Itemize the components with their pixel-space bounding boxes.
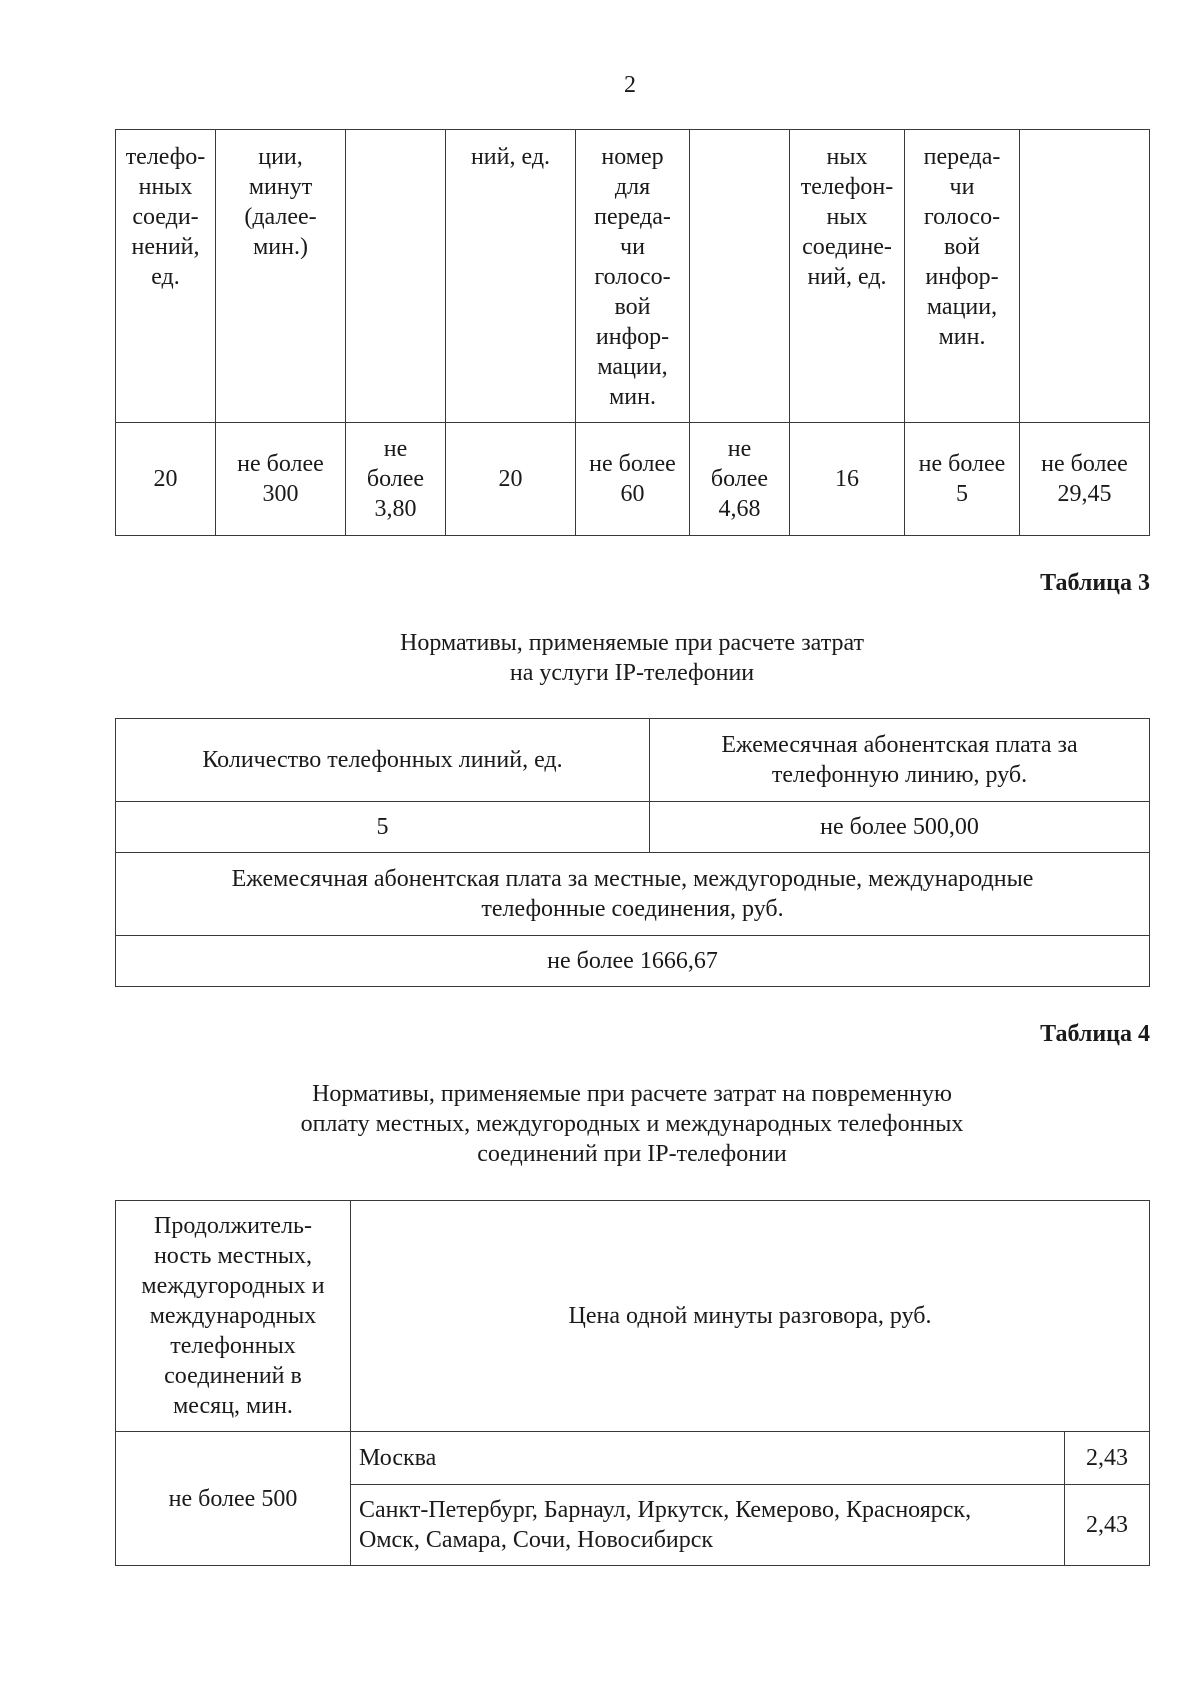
table-2-header-cell-line: соеди- <box>132 204 199 230</box>
table-2-value-cell-line: не более <box>589 451 676 477</box>
table-2-value-cell <box>790 423 905 536</box>
table-2-header-cell <box>790 130 905 423</box>
table-2-header-cell-line: инфор- <box>925 264 999 290</box>
header-line: месяц, мин. <box>173 1393 293 1419</box>
city-cell <box>351 1485 1065 1566</box>
table-2-header-cell-line: чи <box>949 174 975 200</box>
wide-header <box>116 853 1150 936</box>
col-header-duration <box>116 1201 351 1432</box>
header-line: телефонные соединения, руб. <box>481 896 784 922</box>
duration-value: не более 500 <box>116 1432 351 1566</box>
header-line: Ежемесячная абонентская плата за <box>721 732 1078 758</box>
table-2-continuation <box>115 129 1150 536</box>
price-cell: 2,43 <box>1065 1485 1150 1566</box>
city-line: Санкт-Петербург, Барнаул, Иркутск, Кемерово, Красноярск, <box>359 1497 972 1523</box>
table-2-value-cell-line: 5 <box>956 481 968 507</box>
table-2-value-cell-line: не <box>383 436 408 462</box>
table-2-value-cell-line: 4,68 <box>718 496 761 522</box>
table-2-header-cell <box>446 130 576 423</box>
table-2-header-cell-line: мин. <box>609 384 656 410</box>
table-2-header-cell-line: вой <box>614 294 651 320</box>
header-line: междугородных и <box>141 1273 325 1299</box>
table-2-header-cell-line: переда- <box>923 144 1001 170</box>
table-2-header-cell-line: ний, ед. <box>470 144 551 170</box>
table-2-value-cell-line: не более <box>918 451 1006 477</box>
caption-line: Нормативы, применяемые при расчете затрат на повременную <box>312 1081 952 1107</box>
table-2-value-cell <box>346 423 446 536</box>
table-2-header-cell <box>216 130 346 423</box>
caption-line: оплату местных, междугородных и международных телефонных <box>300 1111 964 1137</box>
table-2-header-cell-line: (далее- <box>244 204 317 230</box>
table-2-header-cell-line: ний, ед. <box>807 264 887 290</box>
table-2-header-cell-line: телефо- <box>125 144 206 170</box>
table-2-header-cell-line: нений, <box>131 234 200 260</box>
table-2-value-cell-line: не более <box>237 451 324 477</box>
col-header-monthly-fee <box>650 719 1150 802</box>
table-2-header-row <box>116 130 1150 423</box>
header-line: Ежемесячная абонентская плата за местные, междугородные, международные <box>231 866 1034 892</box>
city-cell <box>351 1432 1065 1485</box>
table-2-value-cell-line: 20 <box>153 466 178 492</box>
page-number: 2 <box>624 72 636 98</box>
table-2-value-cell-line: 60 <box>620 481 645 507</box>
header-line: ность местных, <box>153 1243 313 1269</box>
table-2-header-cell-line: мин. <box>938 324 986 350</box>
table-4-label: Таблица 4 <box>1040 1021 1150 1047</box>
table-2-header-cell-line: голосо- <box>923 204 1001 230</box>
caption-line: соединений при IP-телефонии <box>477 1141 787 1167</box>
lines-count-value: 5 <box>116 802 650 853</box>
caption-line: на услуги IP-телефонии <box>509 660 755 686</box>
table-2-header-cell-line: нных <box>138 174 193 200</box>
table-2-header-cell-line: ных <box>826 204 868 230</box>
header-line: телефонных <box>170 1333 296 1359</box>
table-2-value-cell-line: не <box>727 436 752 462</box>
table-2-value-cell-line: 29,45 <box>1057 481 1112 507</box>
table-2-value-cell <box>1020 423 1150 536</box>
table-3-caption <box>115 628 1149 688</box>
table-2-header-cell-line: номер <box>601 144 664 170</box>
header-line: Продолжитель- <box>154 1213 312 1239</box>
table-2-header-cell-line: голосо- <box>594 264 671 290</box>
table-2-value-cell <box>116 423 216 536</box>
header-line: телефонную линию, руб. <box>771 762 1028 788</box>
table-2-value-cell <box>905 423 1020 536</box>
table-2-header-cell-line: телефон- <box>800 174 894 200</box>
table-2-header-cell-line: переда- <box>594 204 671 230</box>
table-2-value-cell <box>446 423 576 536</box>
table-2-header-cell <box>690 130 790 423</box>
table-2-header-cell-line: чи <box>620 234 645 260</box>
table-2-header-cell <box>116 130 216 423</box>
table-2-value-cell <box>576 423 690 536</box>
table-2-header-cell-line: ных <box>826 144 868 170</box>
city-line: Москва <box>359 1445 437 1471</box>
table-2-header-cell-line: минут <box>248 174 313 200</box>
table-2-value-cell-line: 16 <box>835 466 859 492</box>
table-4-caption <box>115 1079 1149 1169</box>
table-2-header-cell <box>346 130 446 423</box>
table-2-header-cell-line: ед. <box>151 264 180 290</box>
table-2-value-cell <box>216 423 346 536</box>
table-2-value-cell-line: более <box>366 466 425 492</box>
table-2-header-cell-line: мации, <box>926 294 998 320</box>
table-4 <box>115 1200 1150 1566</box>
price-cell: 2,43 <box>1065 1432 1150 1485</box>
caption-line: Нормативы, применяемые при расчете затрат <box>399 630 865 656</box>
table-2-value-cell-line: 20 <box>498 466 523 492</box>
table-2-value-cell-line: более <box>710 466 769 492</box>
city-line: Омск, Самара, Сочи, Новосибирск <box>359 1527 714 1553</box>
header-line: соединений в <box>164 1363 302 1389</box>
table-2-header-cell <box>905 130 1020 423</box>
table-2-header-cell-line: мин.) <box>253 234 308 260</box>
header-line: международных <box>149 1303 317 1329</box>
monthly-fee-value: не более 500,00 <box>650 802 1150 853</box>
table-2-header-cell-line: соедине- <box>802 234 892 260</box>
table-2-header-cell-line: инфор- <box>595 324 670 350</box>
table-2-value-cell-line: 3,80 <box>374 496 417 522</box>
table-2-header-cell <box>1020 130 1150 423</box>
table-3-label: Таблица 3 <box>1040 570 1150 596</box>
table-2-value-row <box>116 423 1150 536</box>
table-2-header-cell-line: мации, <box>597 354 668 380</box>
table-2-header-cell-line: вой <box>943 234 980 260</box>
col-header-lines-count: Количество телефонных линий, ед. <box>116 719 650 802</box>
table-2-value-cell <box>690 423 790 536</box>
wide-value: не более 1666,67 <box>116 936 1150 987</box>
table-2-header-cell <box>576 130 690 423</box>
table-2-header-cell-line: ции, <box>258 144 303 170</box>
table-2-value-cell-line: не более <box>1041 451 1128 477</box>
table-2-header-cell-line: для <box>614 174 651 200</box>
col-header-minute-price: Цена одной минуты разговора, руб. <box>351 1201 1150 1432</box>
table-3 <box>115 718 1150 987</box>
table-2-value-cell-line: 300 <box>262 481 299 507</box>
